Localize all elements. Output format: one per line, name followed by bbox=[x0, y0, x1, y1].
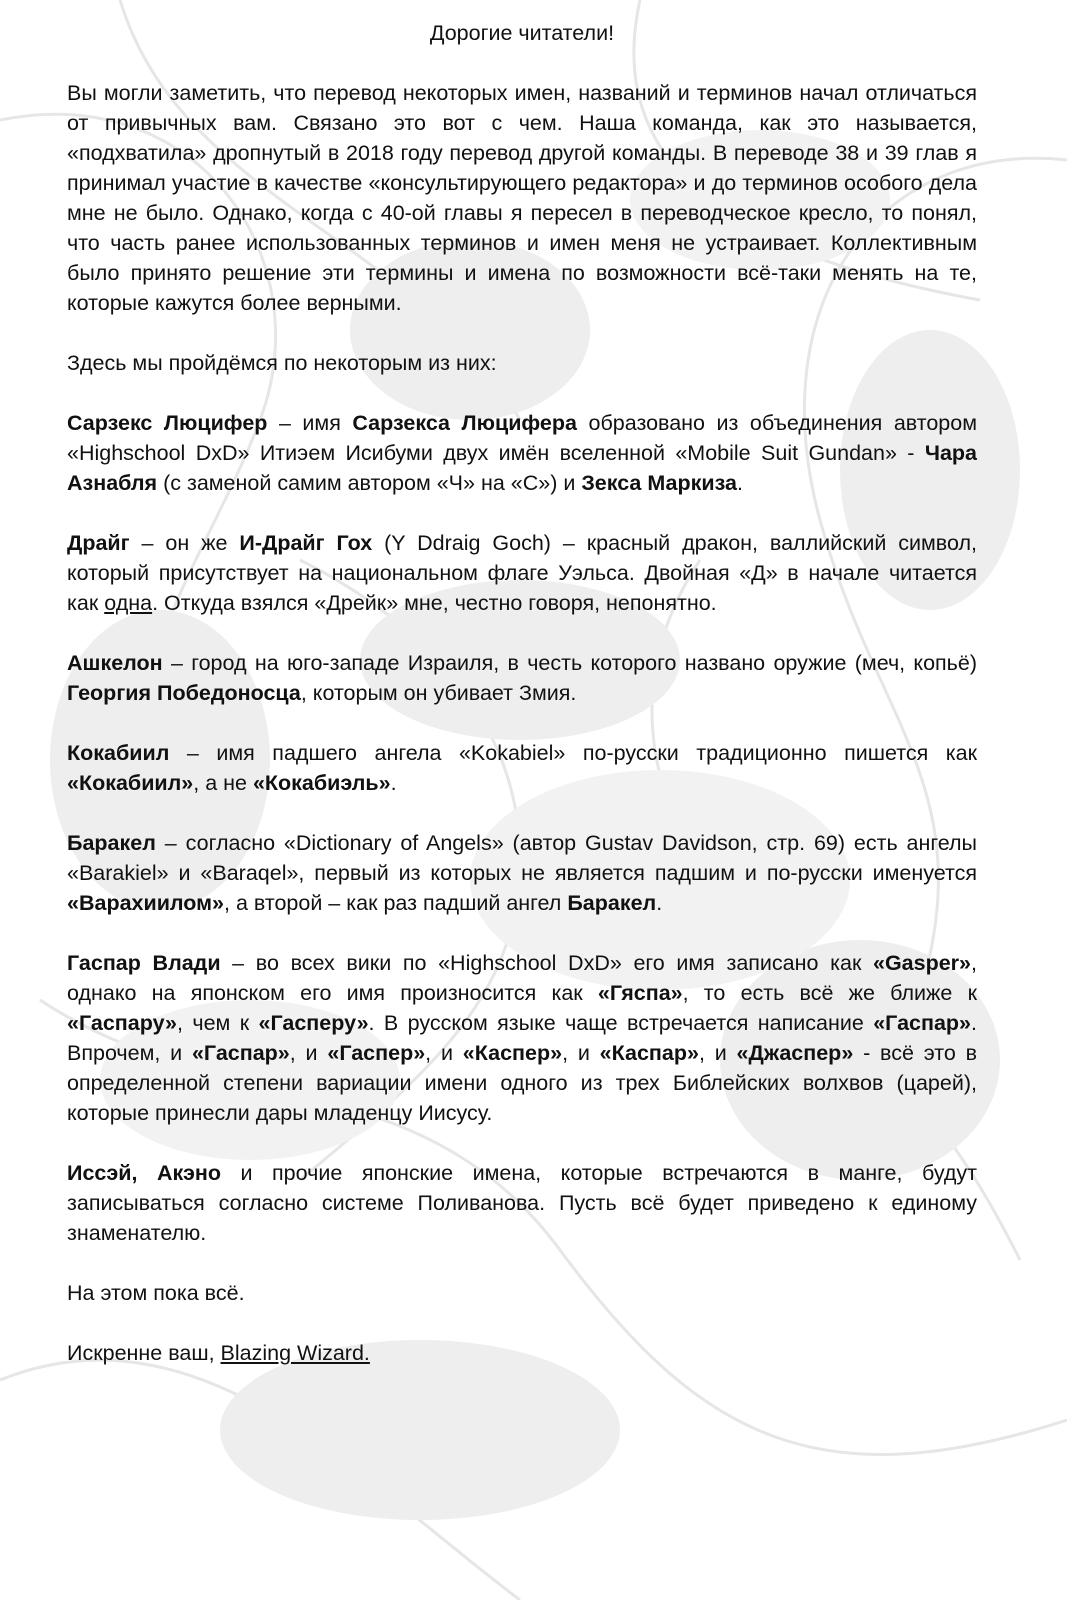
term-lucifer: Сарзекс Люцифер – имя Сарзекса Люцифера образовано из объединения автором «Highschool DxD» Итиэем Исибуми двух имён вселенной «Mobile Suit Gundan» - Чара Азнабля (с заменой самим автором «Ч» на «С») и Зекса Маркиза. bbox=[67, 411, 977, 495]
intro-paragraph: Вы могли заметить, что перевод некоторых имен, названий и терминов начал отличаться от привычных вам. Связано это вот с чем. Наша команда, как это называется, «подхватила» дропнутый в 2018 году перевод другой команды. В переводе 38 и 39 глав я принимал участие в качестве «консультирующего редактора» и до терминов особого дела мне не было. Однако, когда с 40-ой главы я пересел в переводческое кресло, то понял, что часть ранее использованных терминов и имен меня не устраивает. Коллективным было принято решение эти термины и имена по возможности всё-таки менять на те, которые кажутся более верными. bbox=[67, 81, 977, 315]
term-japanese-names: Иссэй, Акэно и прочие японские имена, которые встречаются в манге, будут записываться согласно системе Поливанова. Пусть всё будет приведено к единому знаменателю. bbox=[67, 1161, 977, 1245]
term-kokabiel: Кокабиил – имя падшего ангела «Kokabiel» по-русски традиционно пишется как «Кокабиил», а не «Кокабиэль». bbox=[67, 741, 977, 795]
lead-paragraph: Здесь мы пройдёмся по некоторым из них: bbox=[67, 351, 497, 375]
term-gasper: Гаспар Влади – во всех вики по «Highschool DxD» его имя записано как «Gasper», однако на японском его имя произносится как «Гяспа», то есть всё же ближе к «Гаспару», чем к «Гасперу». В русском языке чаще встречается написание «Гаспар». Впрочем, и «Гаспар», и «Гаспер», и «Каспер», и «Каспар», и «Джаспер» - всё это в определенной степени вариации имени одного из трех Библейских волхвов (царей), которые принесли дары младенцу Иисусу. bbox=[67, 951, 978, 1125]
signature-name: Blazing Wizard. bbox=[220, 1341, 370, 1365]
term-ascalon: Ашкелон – город на юго-западе Израиля, в честь которого названо оружие (меч, копьё) Георгия Победоносца, которым он убивает Змия. bbox=[67, 651, 977, 705]
term-barakiel: Баракел – согласно «Dictionary of Angels» (автор Gustav Davidson, стр. 69) есть ангелы «Barakiel» и «Baraqel», первый из которых не является падшим и по-русски именуется «Варахиилом», а второй – как раз падший ангел Баракел. bbox=[67, 831, 977, 915]
signature: Искренне ваш, Blazing Wizard. bbox=[67, 1341, 370, 1365]
closing-line: На этом пока всё. bbox=[67, 1281, 245, 1305]
letter bbox=[67, 18, 977, 1368]
letter-title: Дорогие читатели! bbox=[429, 21, 615, 45]
term-draig: Драйг – он же И-Драйг Гох (Y Ddraig Goch) – красный дракон, валлийский символ, который присутствует на национальном флаге Уэльса. Двойная «Д» в начале читается как одна. Откуда взялся «Дрейк» мне, честно говоря, непонятно. bbox=[67, 531, 977, 615]
